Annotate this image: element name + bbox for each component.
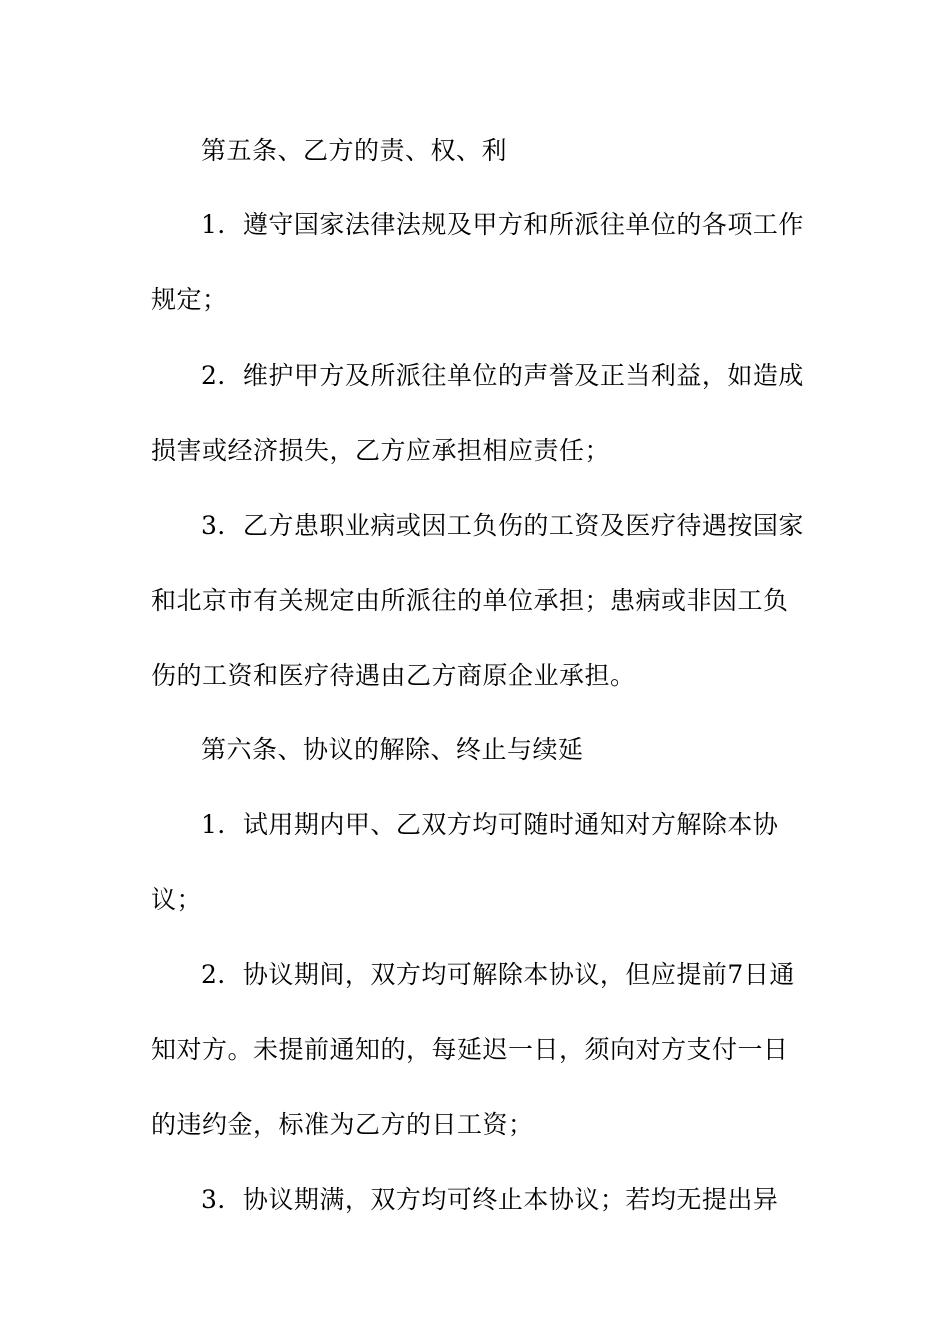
article-6-heading: 第六条、协议的解除、终止与续延 bbox=[201, 735, 584, 764]
article-6-item-1-line-1: 1．试用期内甲、乙双方均可随时通知对方解除本协 bbox=[201, 810, 779, 839]
article-5-item-2-line-1: 2．维护甲方及所派往单位的声誉及正当利益，如造成 bbox=[201, 361, 804, 390]
article-5-item-3-line-2: 和北京市有关规定由所派往的单位承担；患病或非因工负 bbox=[151, 586, 789, 615]
article-6-item-2-line-3: 的违约金，标准为乙方的日工资； bbox=[151, 1110, 534, 1139]
article-6-item-1-line-2: 议； bbox=[151, 885, 203, 914]
article-5-item-1-line-1: 1．遵守国家法律法规及甲方和所派往单位的各项工作 bbox=[201, 210, 804, 239]
article-6-item-2-line-2: 知对方。未提前通知的，每延迟一日，须向对方支付一日 bbox=[151, 1035, 789, 1064]
article-5-item-3-line-1: 3．乙方患职业病或因工负伤的工资及医疗待遇按国家 bbox=[201, 511, 804, 540]
article-5-item-2-line-2: 损害或经济损失，乙方应承担相应责任； bbox=[151, 436, 611, 465]
article-5-heading: 第五条、乙方的责、权、利 bbox=[201, 136, 508, 165]
article-6-item-2-line-1: 2．协议期间，双方均可解除本协议，但应提前7日通 bbox=[201, 960, 795, 989]
article-6-item-3-line-1: 3．协议期满，双方均可终止本协议；若均无提出异 bbox=[201, 1185, 779, 1214]
article-5-item-3-line-3: 伤的工资和医疗待遇由乙方商原企业承担。 bbox=[151, 661, 636, 690]
article-5-item-1-line-2: 规定； bbox=[151, 285, 228, 314]
